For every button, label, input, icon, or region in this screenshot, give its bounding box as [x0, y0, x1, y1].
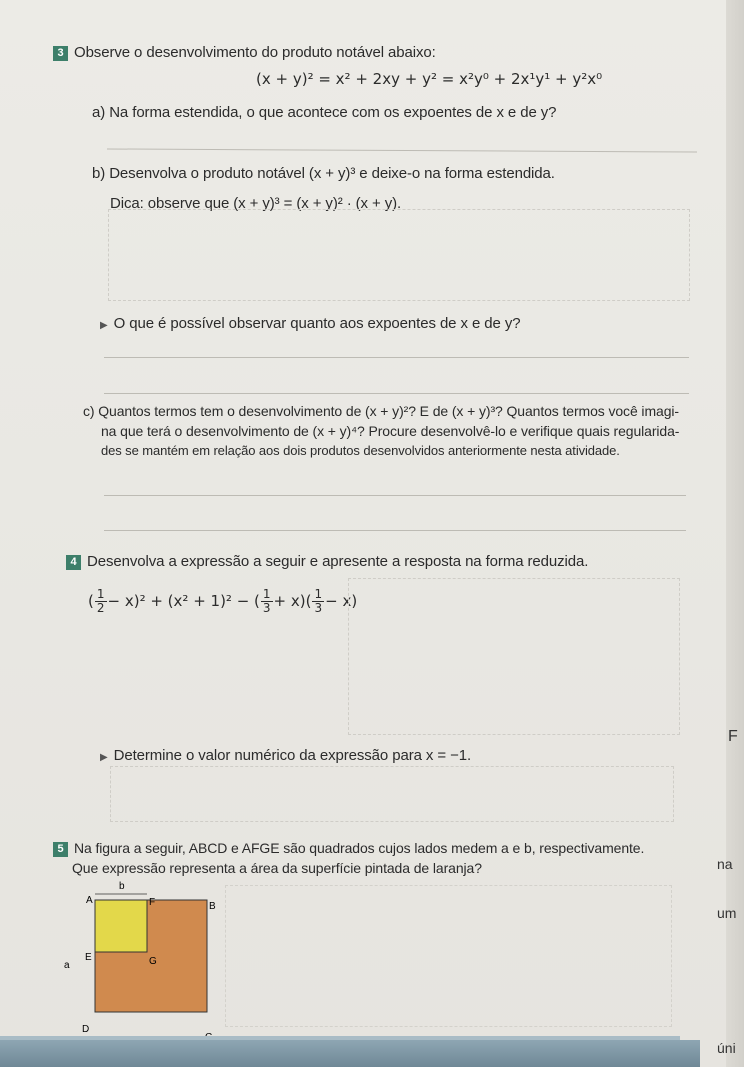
q3-intro: 3 Observe o desenvolvimento do produto notável abaixo:	[53, 44, 436, 61]
q3c-line-2: na que terá o desenvolvimento de (x + y)⁴? Procure desenvolvê-lo e verifique quais regularida-	[101, 423, 680, 439]
q3b-answer-area	[108, 209, 690, 301]
q3b-question: b) Desenvolva o produto notável (x + y)³ e deixe-o na forma estendida.	[92, 165, 555, 182]
q3b-bullet: ▶ O que é possível observar quanto aos expoentes de x e de y?	[100, 315, 521, 332]
q4-number-badge: 4	[66, 555, 81, 570]
q5-answer-area	[225, 885, 672, 1027]
q3a-answer-line	[107, 148, 697, 152]
q5-line-2: Que expressão representa a área da superfície pintada de laranja?	[72, 860, 482, 876]
label-B: B	[209, 901, 216, 912]
square-afge	[95, 900, 147, 952]
fraction-one-half: $\frac{1}{2}$	[96, 587, 105, 615]
q3-formula: (x + y)² = x² + 2xy + y² = x²y⁰ + 2x¹y¹ + y²x⁰	[256, 70, 603, 88]
margin-fragment-na: na	[717, 856, 733, 872]
q3c-line-1: c) Quantos termos tem o desenvolvimento de (x + y)²? E de (x + y)³? Quantos termos você imagi-	[83, 403, 679, 419]
label-a: a	[64, 960, 70, 971]
q4-numeric-answer-area	[110, 766, 674, 822]
bottom-page-band	[0, 1040, 700, 1067]
label-A: A	[86, 895, 93, 906]
q3-number-badge: 3	[53, 46, 68, 61]
margin-fragment-f: F	[728, 728, 738, 745]
label-E: E	[85, 952, 92, 963]
q3b-hint: Dica: observe que (x + y)³ = (x + y)² · (x + y).	[110, 195, 402, 212]
label-G: G	[149, 956, 157, 967]
q3b-answer-line-1	[104, 357, 689, 358]
q3b-answer-line-2	[104, 393, 689, 394]
q4-expression: ( $\frac{1}{2}$ − x)² + (x² + 1)² − ( $\frac{1}{3}$ + x)( $\frac{1}{3}$ − x)	[88, 587, 358, 615]
label-F: F	[149, 897, 156, 908]
q5-line-1: 5 Na figura a seguir, ABCD e AFGE são quadrados cujos lados medem a e b, respectivamente.	[53, 840, 644, 857]
q5-number-badge: 5	[53, 842, 68, 857]
fraction-one-third: $\frac{1}{3}$	[262, 587, 271, 615]
q3c-line-3: des se mantém em relação aos dois produtos desenvolvidos anteriormente nesta atividade.	[101, 443, 620, 458]
label-D: D	[82, 1024, 90, 1035]
q4-answer-area	[348, 578, 680, 735]
q3a-question: a) Na forma estendida, o que acontece com os expoentes de x e de y?	[92, 104, 557, 121]
q3c-answer-line-2	[104, 530, 686, 531]
q4-intro: 4 Desenvolva a expressão a seguir e apresente a resposta na forma reduzida.	[66, 553, 588, 570]
fraction-one-third-2: $\frac{1}{3}$	[314, 587, 323, 615]
margin-fragment-uni: úni	[717, 1040, 736, 1056]
q4-bullet: ▶ Determine o valor numérico da expressão para x = −1.	[100, 747, 472, 764]
margin-fragment-um: um	[717, 905, 737, 921]
q5-figure	[55, 872, 225, 1047]
label-b: b	[119, 881, 125, 892]
q3c-answer-line-1	[104, 495, 686, 496]
